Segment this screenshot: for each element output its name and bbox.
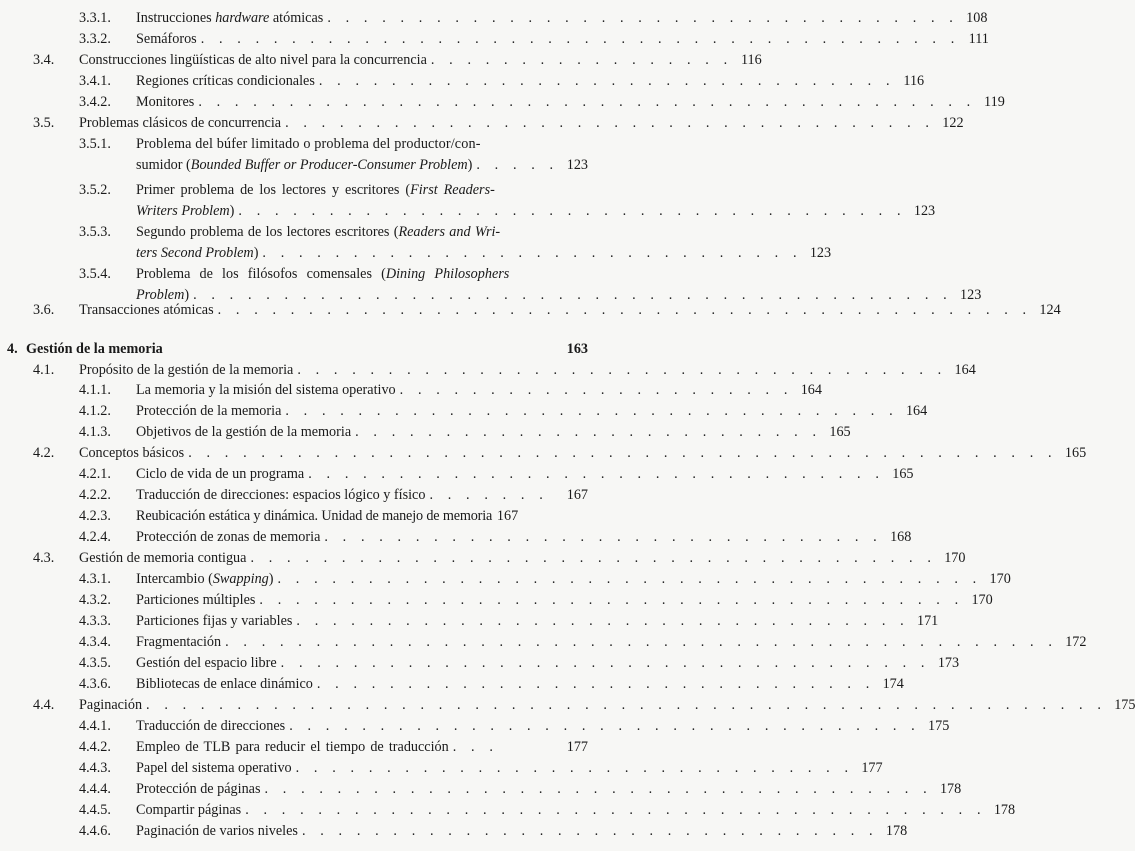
entry-number: 3.4.1. xyxy=(79,73,111,89)
toc-entry xyxy=(79,674,904,695)
entry-number: 4. xyxy=(7,341,18,357)
toc-entry xyxy=(79,590,993,611)
entry-page: 123 xyxy=(913,203,936,219)
leader-dots: . . . . . . . . . . . . . . . . . . . . . . . . . . . . . . . xyxy=(316,676,875,692)
entry-number: 3.5. xyxy=(33,115,55,131)
toc-entry xyxy=(79,653,960,674)
entry-page: 165 xyxy=(829,424,851,440)
toc-entry xyxy=(79,506,588,527)
entry-page: 174 xyxy=(882,676,904,692)
leader-dots: . . . xyxy=(452,739,499,755)
leader-dots: . . . . . . . . . . . . . . . . . . . . . . . . . . . . . . . . . . . . . . . . . . . . . . xyxy=(225,634,1058,650)
entry-title: Bibliotecas de enlace dinámico xyxy=(136,676,313,692)
entry-page: 172 xyxy=(1065,634,1087,650)
entry-title: Particiones múltiples xyxy=(136,592,256,608)
chapter-heading xyxy=(7,339,588,360)
entry-title: Problemas clásicos de concurrencia xyxy=(79,115,282,131)
toc-entry xyxy=(79,821,908,842)
toc-entry xyxy=(79,8,988,29)
entry-title: Objetivos de la gestión de la memoria xyxy=(136,424,352,440)
leader-dots: . . . . . . . . . . . . . . . . . . . . . . . . . . . . . . . . . . . . . . . xyxy=(277,571,982,587)
toc-entry xyxy=(79,737,588,758)
entry-number: 3.5.3. xyxy=(79,224,111,240)
entry-page: 165 xyxy=(892,466,914,482)
toc-entry xyxy=(33,113,964,134)
toc-entry xyxy=(79,180,588,201)
entry-title-line1: Segundo problema de los lectores escritores (Readers and Wri- xyxy=(136,224,501,240)
leader-dots: . . . . . xyxy=(476,157,559,173)
entry-number: 4.2.4. xyxy=(79,529,111,545)
toc-entry xyxy=(79,464,914,485)
entry-title: Propósito de la gestión de la memoria xyxy=(79,362,294,378)
toc-entry xyxy=(79,71,925,92)
toc-entry xyxy=(33,548,966,569)
leader-dots: . . . . . . . . . . . . . . . . . . . . . . xyxy=(399,382,793,398)
entry-number: 4.2.2. xyxy=(79,487,111,503)
leader-dots: . . . . . . . . . . . . . . . . . . . . . . . . . . . . . . . . . . xyxy=(285,403,899,419)
entry-page: 175 xyxy=(928,718,950,734)
entry-title: Protección de páginas xyxy=(136,781,261,797)
toc-entry xyxy=(79,485,588,506)
entry-page: 170 xyxy=(971,592,993,608)
chapter-title: Gestión de la memoria xyxy=(26,341,163,357)
entry-title: Paginación xyxy=(79,697,143,713)
entry-title-line2: Writers Problem) xyxy=(136,203,235,219)
entry-number: 3.4. xyxy=(33,52,55,68)
entry-number: 4.3.4. xyxy=(79,634,111,650)
entry-title-line2: ters Second Problem) xyxy=(136,245,259,261)
leader-dots: . . . . . . . . . . . . . . . . . . . . . . . . . . . . . . xyxy=(262,245,803,261)
leader-dots: . . . . . . . . . . . . . . . . . . . . . . . . . . . . . . . . . . . . . . . . . xyxy=(245,802,987,818)
entry-title-line1: Problema de los filósofos comensales (Dining Philosophers xyxy=(136,266,510,282)
leader-dots: . . . . . . . . . . . . . . . . . . . . . . . . . . . . . . . . . . . . . . . . . . xyxy=(200,31,960,47)
entry-title: Intercambio (Swapping) xyxy=(136,571,274,587)
entry-number: 4.4.1. xyxy=(79,718,111,734)
entry-number: 4.3.6. xyxy=(79,676,111,692)
leader-dots: . . . . . . . . . . . . . . . . . . . . . . . . . . . . . . . . . . . . xyxy=(280,655,931,671)
toc-entry xyxy=(79,800,1016,821)
toc-entry xyxy=(79,422,851,443)
entry-page: 167 xyxy=(496,508,519,524)
toc-entry-continued xyxy=(136,201,936,222)
entry-page: 178 xyxy=(939,781,962,797)
entry-number: 4.3.1. xyxy=(79,571,111,587)
entry-page: 170 xyxy=(944,550,966,566)
leader-dots: . . . . . . . . . . . . . . . . . . . . . . . . . . . . . . . . . . xyxy=(296,613,910,629)
entry-title: Semáforos xyxy=(136,31,197,47)
entry-page: 164 xyxy=(800,382,822,398)
entry-page: 178 xyxy=(993,802,1016,818)
entry-title: Gestión de memoria contigua xyxy=(79,550,247,566)
toc-entry xyxy=(79,527,912,548)
toc-entry xyxy=(79,222,588,243)
entry-page: 173 xyxy=(937,655,960,671)
entry-number: 3.3.1. xyxy=(79,10,111,26)
entry-page: 168 xyxy=(890,529,912,545)
entry-page: 171 xyxy=(916,613,939,629)
entry-title: Transacciones atómicas xyxy=(79,302,214,318)
toc-entry xyxy=(79,264,588,285)
toc-entry xyxy=(33,695,1135,716)
toc-entry xyxy=(79,569,1011,590)
entry-number: 4.2.3. xyxy=(79,508,111,524)
entry-number: 3.5.1. xyxy=(79,136,111,152)
entry-number: 4.4. xyxy=(33,697,55,713)
leader-dots: . . . . . . . . . . . . . . . . . . . . . . . . . . . . . . . . . . . . . xyxy=(238,203,907,219)
toc-entry xyxy=(79,758,883,779)
entry-number: 4.3.5. xyxy=(79,655,111,671)
entry-page: 164 xyxy=(954,362,976,378)
entry-title: Fragmentación xyxy=(136,634,222,650)
leader-dots: . . . . . . . . . . . . . . . . . . . . . . . . . . . . . . . . . . . . . . xyxy=(250,550,937,566)
entry-page: 111 xyxy=(968,31,989,47)
entry-title: Gestión del espacio libre xyxy=(136,655,277,671)
entry-title: Traducción de direcciones: espacios lógico y físico xyxy=(136,487,426,503)
entry-page: 170 xyxy=(989,571,1011,587)
leader-dots: . . . . . . . . . . . . . . . . . . . . . . . . . . . . . . . . . . . . . . . . . . . . . xyxy=(217,302,1032,318)
toc-entry xyxy=(79,380,822,401)
entry-page: 167 xyxy=(566,487,588,503)
leader-dots: . . . . . . . . . . . . . . . . . . . . . . . . . . . . . . . . . . . . xyxy=(285,115,935,131)
entry-page: 116 xyxy=(903,73,925,89)
entry-page: 177 xyxy=(861,760,883,776)
leader-dots: . . . . . . . . . . . . . . . . . . . . . . . . . . . . . . . . . . . . . xyxy=(264,781,933,797)
leader-dots: . . . . . . . . . . . . . . . . . . . . . . . . . . . . . . . . xyxy=(318,73,896,89)
toc-entry xyxy=(79,134,588,155)
toc-entry-continued xyxy=(136,243,832,264)
entry-number: 4.4.3. xyxy=(79,760,111,776)
entry-page: 122 xyxy=(942,115,964,131)
toc-entry xyxy=(79,29,989,50)
entry-title-line2: sumidor (Bounded Buffer or Producer-Consumer Problem) xyxy=(136,157,473,173)
entry-number: 4.2.1. xyxy=(79,466,111,482)
entry-number: 4.4.2. xyxy=(79,739,111,755)
leader-dots: . . . . . . . xyxy=(429,487,549,503)
entry-page: 123 xyxy=(960,287,982,303)
entry-title: Traducción de direcciones xyxy=(136,718,286,734)
entry-page: 119 xyxy=(984,94,1005,110)
entry-page: 177 xyxy=(566,739,588,755)
entry-title: La memoria y la misión del sistema operativo xyxy=(136,382,396,398)
entry-number: 3.6. xyxy=(33,302,55,318)
entry-page: 123 xyxy=(809,245,832,261)
entry-page: 116 xyxy=(740,52,762,68)
toc-entry xyxy=(79,716,950,737)
toc-entry xyxy=(33,300,1061,321)
entry-title: Construcciones lingüísticas de alto nivel para la concurrencia xyxy=(79,52,427,68)
entry-number: 4.3.3. xyxy=(79,613,111,629)
toc-entry xyxy=(33,360,976,381)
entry-number: 3.5.2. xyxy=(79,182,111,198)
entry-page: 124 xyxy=(1039,302,1061,318)
entry-number: 4.4.5. xyxy=(79,802,111,818)
entry-title: Papel del sistema operativo xyxy=(136,760,292,776)
toc-entry xyxy=(79,632,1087,653)
leader-dots: . . . . . . . . . . . . . . . . . . . . . . . . . . . . . . . . . . . . . . . . . . xyxy=(193,287,953,303)
toc-entry xyxy=(33,50,762,71)
entry-number: 4.1.1. xyxy=(79,382,111,398)
entry-number: 4.1.3. xyxy=(79,424,111,440)
entry-page: 163 xyxy=(566,341,588,357)
leader-dots: . . . . . . . . . . . . . . . . . . . . . . . . . . . . . . . . . . . . . . . . . . . xyxy=(198,94,976,110)
leader-dots: . . . . . . . . . . . . . . . . . . . . . . . . . . . . . . . . . . . . . . . xyxy=(259,592,964,608)
entry-page: 123 xyxy=(566,157,588,173)
toc-entry xyxy=(79,611,939,632)
entry-number: 4.3.2. xyxy=(79,592,111,608)
entry-number: 4.4.6. xyxy=(79,823,111,839)
entry-title-line1: Primer problema de los lectores y escritores (First Readers- xyxy=(136,182,495,198)
entry-title: Particiones fijas y variables xyxy=(136,613,293,629)
entry-title: Regiones críticas condicionales xyxy=(136,73,315,89)
entry-title: Protección de zonas de memoria xyxy=(136,529,321,545)
entry-title: Instrucciones hardware atómicas xyxy=(136,10,324,26)
entry-title: Paginación de varios niveles xyxy=(136,823,298,839)
entry-number: 4.4.4. xyxy=(79,781,111,797)
toc-entry xyxy=(33,443,1087,464)
leader-dots: . . . . . . . . . . . . . . . . . xyxy=(430,52,733,68)
entry-title: Ciclo de vida de un programa xyxy=(136,466,305,482)
entry-title-line2: Problem) xyxy=(136,287,190,303)
leader-dots: . . . . . . . . . . . . . . . . . . . . . . . . . . . . . . . . . . . . . . . . . . . . . . . . . . . . . xyxy=(146,697,1107,713)
leader-dots: . . . . . . . . . . . . . . . . . . . . . . . . . . . . . . . . xyxy=(301,823,879,839)
leader-dots: . . . . . . . . . . . . . . . . . . . . . . . . . . . . . . . xyxy=(295,760,854,776)
entry-title: Protección de la memoria xyxy=(136,403,282,419)
entry-number: 4.3. xyxy=(33,550,55,566)
leader-dots: . . . . . . . . . . . . . . . . . . . . . . . . . . . . . . . . . . . . . . . . . . . . . . . . xyxy=(188,445,1058,461)
leader-dots: . . . . . . . . . . . . . . . . . . . . . . . . . . . . . . . . . . . . xyxy=(297,362,947,378)
leader-dots: . . . . . . . . . . . . . . . . . . . . . . . . . . . . . . . . . . . xyxy=(327,10,959,26)
entry-number: 3.4.2. xyxy=(79,94,111,110)
entry-page: 178 xyxy=(885,823,908,839)
entry-title: Monitores xyxy=(136,94,195,110)
entry-number: 3.5.4. xyxy=(79,266,111,282)
leader-dots: . . . . . . . . . . . . . . . . . . . . . . . . . . . . . . . xyxy=(324,529,883,545)
toc-entry xyxy=(79,401,928,422)
entry-page: 175 xyxy=(1114,697,1135,713)
entry-number: 4.1.2. xyxy=(79,403,111,419)
entry-title: Empleo de TLB para reducir el tiempo de traducción xyxy=(136,739,449,755)
entry-number: 4.1. xyxy=(33,362,55,378)
toc-entry xyxy=(79,779,962,800)
entry-page: 165 xyxy=(1064,445,1087,461)
leader-dots: . . . . . . . . . . . . . . . . . . . . . . . . . . . . . . . . xyxy=(308,466,885,482)
entry-title-line1: Problema del búfer limitado o problema del productor/con- xyxy=(136,136,481,152)
toc-entry-continued xyxy=(136,155,588,176)
entry-number: 3.3.2. xyxy=(79,31,111,47)
entry-title: Conceptos básicos xyxy=(79,445,185,461)
toc-entry xyxy=(79,92,1005,113)
entry-title: Compartir páginas xyxy=(136,802,242,818)
leader-dots: . . . . . . . . . . . . . . . . . . . . . . . . . . . . . . . . . . . xyxy=(289,718,921,734)
entry-page: 164 xyxy=(905,403,928,419)
entry-number: 4.2. xyxy=(33,445,55,461)
leader-dots: . . . . . . . . . . . . . . . . . . . . . . . . . . xyxy=(355,424,822,440)
entry-title: Reubicación estática y dinámica. Unidad de manejo de memoria xyxy=(136,508,493,524)
entry-page: 108 xyxy=(966,10,988,26)
